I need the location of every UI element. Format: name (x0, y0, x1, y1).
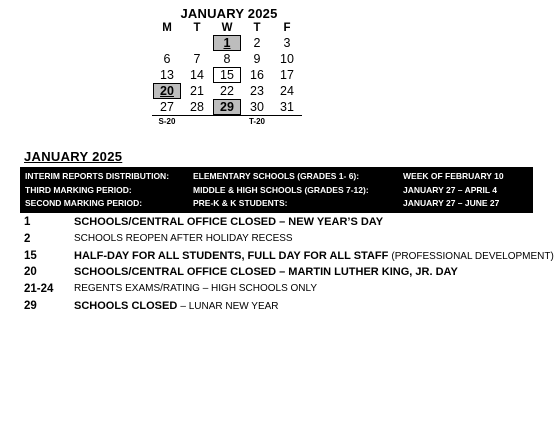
list-item (24, 248, 554, 265)
calendar-day-holiday: 1 (213, 35, 241, 51)
mini-calendar (146, 6, 306, 128)
list-item (24, 264, 534, 281)
event-description: SCHOOLS/CENTRAL OFFICE CLOSED – NEW YEAR’S DAY (74, 216, 384, 228)
info-group: PRE-K & K STUDENTS: (193, 198, 288, 208)
calendar-day: 10 (280, 52, 294, 66)
calendar-day: 23 (250, 84, 264, 98)
weekday-header (146, 21, 306, 35)
calendar-day: 2 (253, 36, 261, 50)
event-description: REGENTS EXAMS/RATING – HIGH SCHOOLS ONLY (74, 283, 318, 295)
event-date: 2 (24, 232, 31, 245)
info-dates: WEEK OF FEBRUARY 10 (403, 171, 504, 181)
list-item (24, 231, 534, 248)
weekday-mon: M (162, 22, 172, 34)
calendar-day: 6 (163, 52, 171, 66)
calendar-day (153, 35, 181, 51)
calendar-day: 17 (280, 68, 294, 82)
marking-period-info-bar (20, 167, 533, 213)
event-date: 20 (24, 266, 37, 279)
event-description: SCHOOLS REOPEN AFTER HOLIDAY RECESS (74, 232, 293, 244)
info-label: INTERIM REPORTS DISTRIBUTION: (25, 171, 170, 181)
calendar-day: 31 (280, 100, 294, 114)
calendar-day-closed: 29 (213, 99, 241, 115)
calendar-day: 21 (190, 84, 204, 98)
info-group: MIDDLE & HIGH SCHOOLS (GRADES 7-12): (193, 184, 369, 195)
info-row (20, 197, 533, 211)
calendar-day: 30 (250, 100, 264, 114)
section-title: JANUARY 2025 (24, 149, 123, 164)
event-date: 21-24 (24, 283, 54, 296)
teacher-days-count: T-20 (248, 117, 265, 126)
weekday-tue: T (193, 22, 201, 34)
event-date: 29 (24, 299, 37, 312)
calendar-day (183, 35, 211, 51)
calendar-day: 14 (190, 68, 204, 82)
calendar-day: 9 (253, 52, 261, 66)
info-row (20, 184, 533, 198)
event-description: HALF-DAY FOR ALL STUDENTS, FULL DAY FOR ALL STAFF (PROFESSIONAL DEVELOPMENT) (74, 249, 554, 262)
weekday-wed: W (221, 22, 233, 34)
calendar-day: 22 (220, 84, 234, 98)
event-description: SCHOOLS CLOSED – LUNAR NEW YEAR (74, 299, 279, 312)
info-dates: JANUARY 27 – APRIL 4 (403, 184, 498, 195)
calendar-day: 3 (283, 36, 291, 50)
info-dates: JANUARY 27 – JUNE 27 (403, 198, 500, 208)
event-description: SCHOOLS/CENTRAL OFFICE CLOSED – MARTIN LUTHER KING, JR. DAY (74, 266, 458, 279)
calendar-day: 24 (280, 84, 294, 98)
event-list (24, 214, 554, 315)
info-row (20, 170, 533, 184)
list-item (24, 298, 534, 315)
weekday-thu: T (253, 22, 261, 34)
calendar-day: 7 (193, 52, 201, 66)
list-item (24, 281, 534, 298)
calendar-title: JANUARY 2025 (180, 6, 278, 21)
calendar-day: 16 (250, 68, 264, 82)
info-label: THIRD MARKING PERIOD: (25, 184, 132, 195)
student-days-count: S-20 (158, 117, 176, 126)
weekday-fri: F (283, 22, 291, 34)
calendar-day: 13 (160, 68, 174, 82)
calendar-day: 8 (223, 52, 231, 66)
event-date: 15 (24, 249, 37, 262)
calendar-day-half-day: 15 (213, 67, 241, 83)
calendar-day: 28 (190, 100, 204, 114)
info-group: ELEMENTARY SCHOOLS (GRADES 1- 6): (193, 171, 360, 181)
info-label: SECOND MARKING PERIOD: (25, 198, 143, 208)
calendar-day-holiday: 20 (153, 83, 181, 99)
list-item (24, 214, 534, 231)
event-date: 1 (24, 216, 31, 228)
calendar-grid (146, 35, 306, 115)
calendar-day: 27 (160, 100, 174, 114)
calendar-footer (152, 115, 302, 128)
